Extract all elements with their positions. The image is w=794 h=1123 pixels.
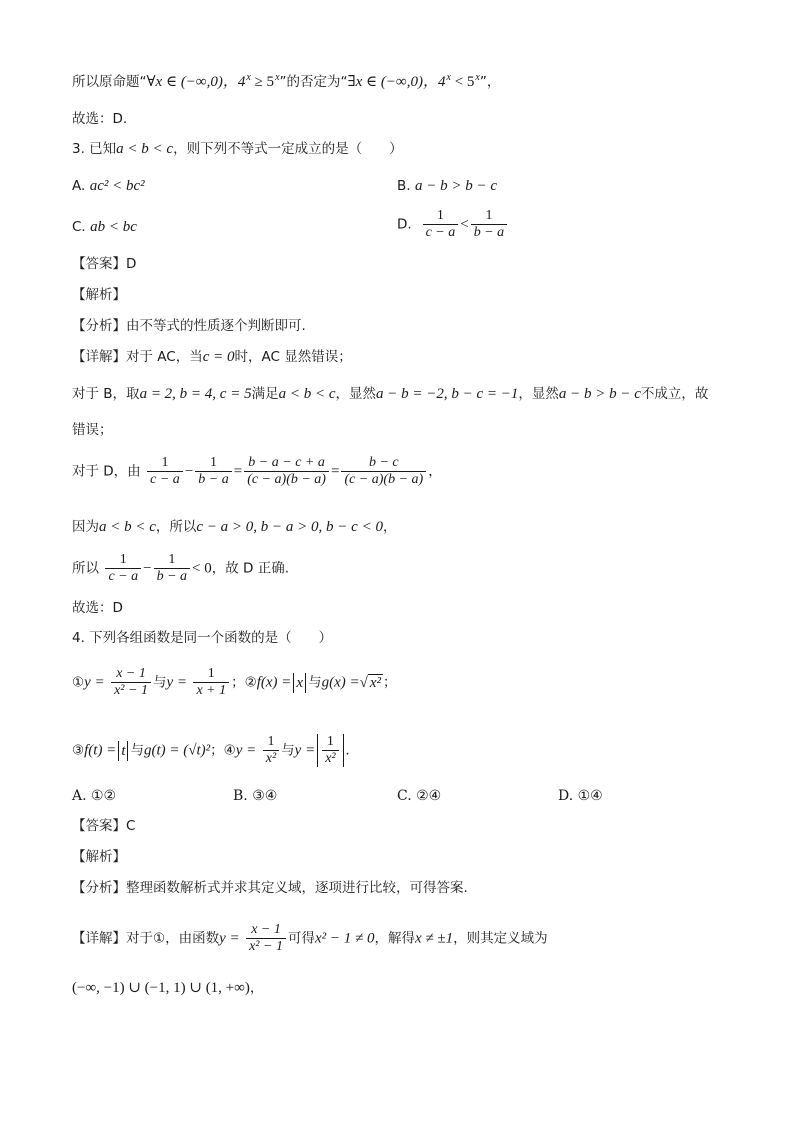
fraction: $\frac{1}{\text{x²}}$ (263, 734, 279, 767)
option-a: A. ①② (72, 788, 117, 804)
question-4-row-1: ①y = $\frac{x - 1}{\text{x² − 1}}$ 与y = $\frac{1}{x + 1}$ ；②f(x) = x 与g(x) =√ x² ； (72, 666, 397, 698)
detail-line-b-cont: 错误； (72, 422, 113, 438)
detail-line-ac: 【详解】对于 AC，当c = 0时，AC 显然错误； (72, 349, 352, 365)
fraction: $\frac{1}{c - a}$ (147, 455, 183, 488)
detail-line-1: 【详解】对于①，由函数y = $\frac{x - 1}{\text{x² − 1}}$ 可得x² − 1 ≠ 0，解得x ≠ ±1，则其定义域为 (72, 922, 548, 954)
analysis-summary: 【分析】整理函数解析式并求其定义域，逐项进行比较，可得答案. (72, 880, 468, 896)
question-4-row-2: ③f(t) = t 与g(t) = (√t)²；④y = $\frac{1}{\text{x²}}$ 与y = $\frac{1}{\text{x²}}$ . (72, 734, 350, 766)
fraction: $\frac{1}{x + 1}$ (193, 666, 229, 699)
question-4-stem: 4. 下列各组函数是同一个函数的是（ ） (72, 630, 333, 646)
option-b: B. a − b > b − c (397, 178, 498, 194)
domain-line: (−∞, −1) ∪ (−1, 1) ∪ (1, +∞)， (72, 980, 264, 996)
choice-line: 故选：D. (72, 111, 128, 127)
answer-tag: 【答案】D (72, 256, 137, 272)
detail-line-so: 所以 $\frac{1}{c - a}$ − $\frac{1}{b - a}$ < 0，故 D 正确. (72, 552, 290, 584)
option-a: A. ac² < bc² (72, 178, 145, 194)
fraction: $\frac{1}{b - a}$ (154, 552, 190, 585)
fraction: $\frac{x - 1}{\text{x² − 1}}$ (246, 922, 286, 955)
fraction: $\frac{1}{\text{x²}}$ (322, 734, 338, 767)
analysis-summary: 【分析】由不等式的性质逐个判断即可. (72, 318, 306, 334)
fraction: $\frac{b - a - c + a}{(c - a)(b - a)}$ (244, 455, 329, 488)
fraction: $\frac{1}{b - a}$ (195, 455, 231, 488)
absolute-value (317, 734, 343, 767)
negation-conclusion-line: 所以原命题“∀x ∈ (−∞,0)，$4^x \ge 5^x$”的否定为“∃x ∈ (−∞,0)，$4^x < 5^x$”， (72, 72, 501, 90)
fraction: $\frac{1}{b - a}$ (471, 208, 507, 241)
choice-line: 故选：D (72, 600, 123, 616)
option-d: D. $\frac{1}{c - a}$ < $\frac{1}{b - a}$ (397, 208, 509, 241)
analysis-tag: 【解析】 (72, 287, 126, 303)
detail-line-because: 因为a < b < c，所以c − a > 0, b − a > 0, b − c < 0， (72, 519, 397, 535)
detail-line-d: 对于 D，由 $\frac{1}{c - a}$ − $\frac{1}{b - a}$ = $\frac{b - a - c + a}{(c - a)(b - a)}$ = $\frac{b - c}{(c - a)(b - a)}$ ， (72, 455, 442, 487)
option-c: C. ab < bc (72, 219, 137, 235)
analysis-tag: 【解析】 (72, 849, 126, 865)
fraction: $\frac{x - 1}{\text{x² − 1}}$ (111, 666, 151, 699)
option-d: D. ①④ (558, 788, 603, 804)
question-3-stem: 3. 已知a < b < c，则下列不等式一定成立的是（ ） (72, 141, 403, 157)
fraction: $\frac{b - c}{(c - a)(b - a)}$ (341, 455, 426, 488)
fraction: $\frac{1}{c - a}$ (105, 552, 141, 585)
option-b: B. ③④ (233, 788, 278, 804)
option-c: C. ②④ (397, 788, 442, 804)
fraction: $\frac{1}{c - a}$ (423, 208, 459, 241)
detail-line-b: 对于 B，取a = 2, b = 4, c = 5满足a < b < c，显然a − b = −2, b − c = −1，显然a − b > b − c不成立，故 (72, 386, 709, 402)
answer-tag: 【答案】C (72, 818, 136, 834)
sqrt: √ x² (359, 674, 381, 691)
